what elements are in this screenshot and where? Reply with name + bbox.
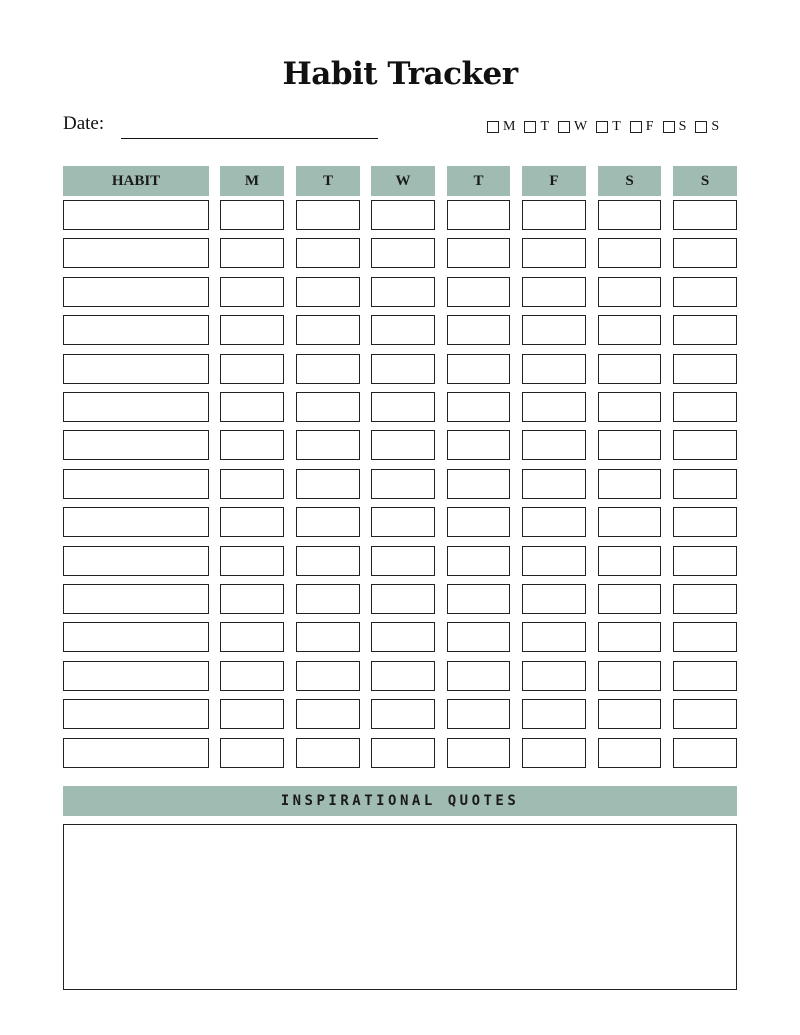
habit-name-field[interactable]	[63, 200, 209, 230]
day-check-cell[interactable]	[296, 200, 360, 230]
table-row	[0, 546, 800, 576]
day-check-cell[interactable]	[522, 315, 586, 345]
day-checkbox-label: W	[574, 119, 588, 134]
day-check-cell[interactable]	[220, 661, 284, 691]
day-check-cell[interactable]	[296, 392, 360, 422]
column-header-day: T	[296, 166, 360, 196]
table-row	[0, 200, 800, 230]
day-check-cell[interactable]	[371, 661, 435, 691]
day-checkbox-label: S	[711, 119, 720, 134]
day-check-cell[interactable]	[447, 699, 510, 729]
day-check-cell[interactable]	[522, 238, 586, 268]
day-check-cell[interactable]	[522, 430, 586, 460]
column-header-day: W	[371, 166, 435, 196]
day-check-cell[interactable]	[371, 738, 435, 768]
day-check-cell[interactable]	[522, 738, 586, 768]
habit-name-field[interactable]	[63, 392, 209, 422]
day-check-cell[interactable]	[220, 430, 284, 460]
day-check-cell[interactable]	[522, 622, 586, 652]
day-check-cell[interactable]	[220, 622, 284, 652]
day-checkbox-label: T	[540, 119, 550, 134]
date-label: Date:	[63, 113, 105, 134]
table-row	[0, 354, 800, 384]
day-check-cell[interactable]	[522, 277, 586, 307]
day-check-cell[interactable]	[673, 354, 737, 384]
day-check-cell[interactable]	[598, 200, 661, 230]
day-check-cell[interactable]	[598, 315, 661, 345]
day-checkbox-label: S	[678, 119, 687, 134]
habit-name-field[interactable]	[63, 699, 209, 729]
habit-name-field[interactable]	[63, 661, 209, 691]
day-check-cell[interactable]	[673, 315, 737, 345]
day-check-cell[interactable]	[522, 507, 586, 537]
day-check-cell[interactable]	[296, 546, 360, 576]
day-check-cell[interactable]	[447, 507, 510, 537]
day-check-cell[interactable]	[598, 699, 661, 729]
day-check-cell[interactable]	[220, 469, 284, 499]
day-check-cell[interactable]	[371, 507, 435, 537]
day-check-cell[interactable]	[673, 661, 737, 691]
habit-name-field[interactable]	[63, 238, 209, 268]
table-row	[0, 430, 800, 460]
day-check-cell[interactable]	[296, 315, 360, 345]
day-check-cell[interactable]	[673, 238, 737, 268]
day-check-cell[interactable]	[673, 546, 737, 576]
day-check-cell[interactable]	[371, 354, 435, 384]
table-row	[0, 469, 800, 499]
day-check-cell[interactable]	[296, 238, 360, 268]
day-check-cell[interactable]	[371, 200, 435, 230]
table-row	[0, 622, 800, 652]
day-check-cell[interactable]	[371, 469, 435, 499]
day-check-cell[interactable]	[598, 392, 661, 422]
day-check-cell[interactable]	[447, 661, 510, 691]
day-check-cell[interactable]	[447, 238, 510, 268]
quotes-header: INSPIRATIONAL QUOTES	[63, 786, 737, 816]
day-check-cell[interactable]	[220, 584, 284, 614]
day-check-cell[interactable]	[371, 622, 435, 652]
day-check-cell[interactable]	[598, 354, 661, 384]
table-row	[0, 238, 800, 268]
day-check-cell[interactable]	[673, 469, 737, 499]
day-check-cell[interactable]	[598, 738, 661, 768]
habit-name-field[interactable]	[63, 277, 209, 307]
day-check-cell[interactable]	[371, 315, 435, 345]
day-check-cell[interactable]	[296, 430, 360, 460]
day-check-cell[interactable]	[522, 200, 586, 230]
day-check-cell[interactable]	[296, 622, 360, 652]
day-check-cell[interactable]	[296, 354, 360, 384]
day-check-cell[interactable]	[673, 200, 737, 230]
habit-name-field[interactable]	[63, 315, 209, 345]
table-row	[0, 699, 800, 729]
day-check-cell[interactable]	[598, 546, 661, 576]
quotes-writing-area[interactable]	[63, 824, 737, 990]
day-check-cell[interactable]	[673, 699, 737, 729]
column-header-day: M	[220, 166, 284, 196]
table-row	[0, 584, 800, 614]
table-row	[0, 661, 800, 691]
day-check-cell[interactable]	[296, 507, 360, 537]
day-check-cell[interactable]	[673, 277, 737, 307]
page-title: Habit Tracker	[282, 56, 518, 92]
habit-name-field[interactable]	[63, 738, 209, 768]
column-header-day: F	[522, 166, 586, 196]
day-check-cell[interactable]	[598, 430, 661, 460]
day-check-cell[interactable]	[371, 392, 435, 422]
day-check-cell[interactable]	[296, 469, 360, 499]
day-checkbox-label: T	[612, 119, 621, 134]
day-check-cell[interactable]	[598, 277, 661, 307]
day-check-cell[interactable]	[598, 584, 661, 614]
day-check-cell[interactable]	[522, 546, 586, 576]
day-check-cell[interactable]	[220, 699, 284, 729]
day-check-cell[interactable]	[220, 507, 284, 537]
day-check-cell[interactable]	[598, 622, 661, 652]
day-check-cell[interactable]	[296, 584, 360, 614]
day-check-cell[interactable]	[447, 354, 510, 384]
table-row	[0, 315, 800, 345]
day-check-cell[interactable]	[371, 584, 435, 614]
day-check-cell[interactable]	[220, 238, 284, 268]
day-check-cell[interactable]	[371, 546, 435, 576]
table-row	[0, 392, 800, 422]
day-check-cell[interactable]	[673, 507, 737, 537]
day-check-cell[interactable]	[447, 584, 510, 614]
day-check-cell[interactable]	[447, 277, 510, 307]
day-check-cell[interactable]	[220, 738, 284, 768]
day-check-cell[interactable]	[447, 469, 510, 499]
day-check-cell[interactable]	[673, 430, 737, 460]
column-header-habit: HABIT	[63, 166, 209, 196]
day-check-cell[interactable]	[371, 277, 435, 307]
day-check-cell[interactable]	[371, 238, 435, 268]
day-check-cell[interactable]	[673, 622, 737, 652]
day-check-cell[interactable]	[673, 738, 737, 768]
day-checkbox-label: F	[645, 119, 654, 134]
day-check-cell[interactable]	[296, 661, 360, 691]
day-check-cell[interactable]	[522, 354, 586, 384]
day-check-cell[interactable]	[371, 699, 435, 729]
day-check-cell[interactable]	[447, 200, 510, 230]
habit-name-field[interactable]	[63, 546, 209, 576]
habit-name-field[interactable]	[63, 507, 209, 537]
habit-name-field[interactable]	[63, 354, 209, 384]
day-check-cell[interactable]	[598, 507, 661, 537]
day-checkbox-label: M	[503, 119, 516, 134]
day-check-cell[interactable]	[673, 392, 737, 422]
habit-name-field[interactable]	[63, 584, 209, 614]
day-check-cell[interactable]	[296, 699, 360, 729]
column-header-day: S	[673, 166, 737, 196]
day-check-cell[interactable]	[447, 392, 510, 422]
day-check-cell[interactable]	[220, 277, 284, 307]
table-row	[0, 507, 800, 537]
column-header-day: T	[447, 166, 510, 196]
day-check-cell[interactable]	[296, 277, 360, 307]
day-check-cell[interactable]	[522, 469, 586, 499]
day-check-cell[interactable]	[447, 430, 510, 460]
day-check-cell[interactable]	[522, 661, 586, 691]
day-check-cell[interactable]	[220, 392, 284, 422]
day-check-cell[interactable]	[673, 584, 737, 614]
day-check-cell[interactable]	[447, 622, 510, 652]
day-check-cell[interactable]	[598, 469, 661, 499]
column-header-day: S	[598, 166, 661, 196]
day-check-cell[interactable]	[220, 200, 284, 230]
table-row	[0, 738, 800, 768]
day-check-cell[interactable]	[447, 738, 510, 768]
habit-name-field[interactable]	[63, 430, 209, 460]
habit-name-field[interactable]	[63, 622, 209, 652]
table-row	[0, 277, 800, 307]
habit-name-field[interactable]	[63, 469, 209, 499]
day-check-cell[interactable]	[447, 315, 510, 345]
day-check-cell[interactable]	[296, 738, 360, 768]
day-check-cell[interactable]	[522, 392, 586, 422]
day-check-cell[interactable]	[598, 661, 661, 691]
day-check-cell[interactable]	[220, 546, 284, 576]
day-check-cell[interactable]	[522, 584, 586, 614]
day-check-cell[interactable]	[371, 430, 435, 460]
day-check-cell[interactable]	[220, 354, 284, 384]
day-check-cell[interactable]	[447, 546, 510, 576]
day-check-cell[interactable]	[598, 238, 661, 268]
day-check-cell[interactable]	[220, 315, 284, 345]
day-check-cell[interactable]	[522, 699, 586, 729]
